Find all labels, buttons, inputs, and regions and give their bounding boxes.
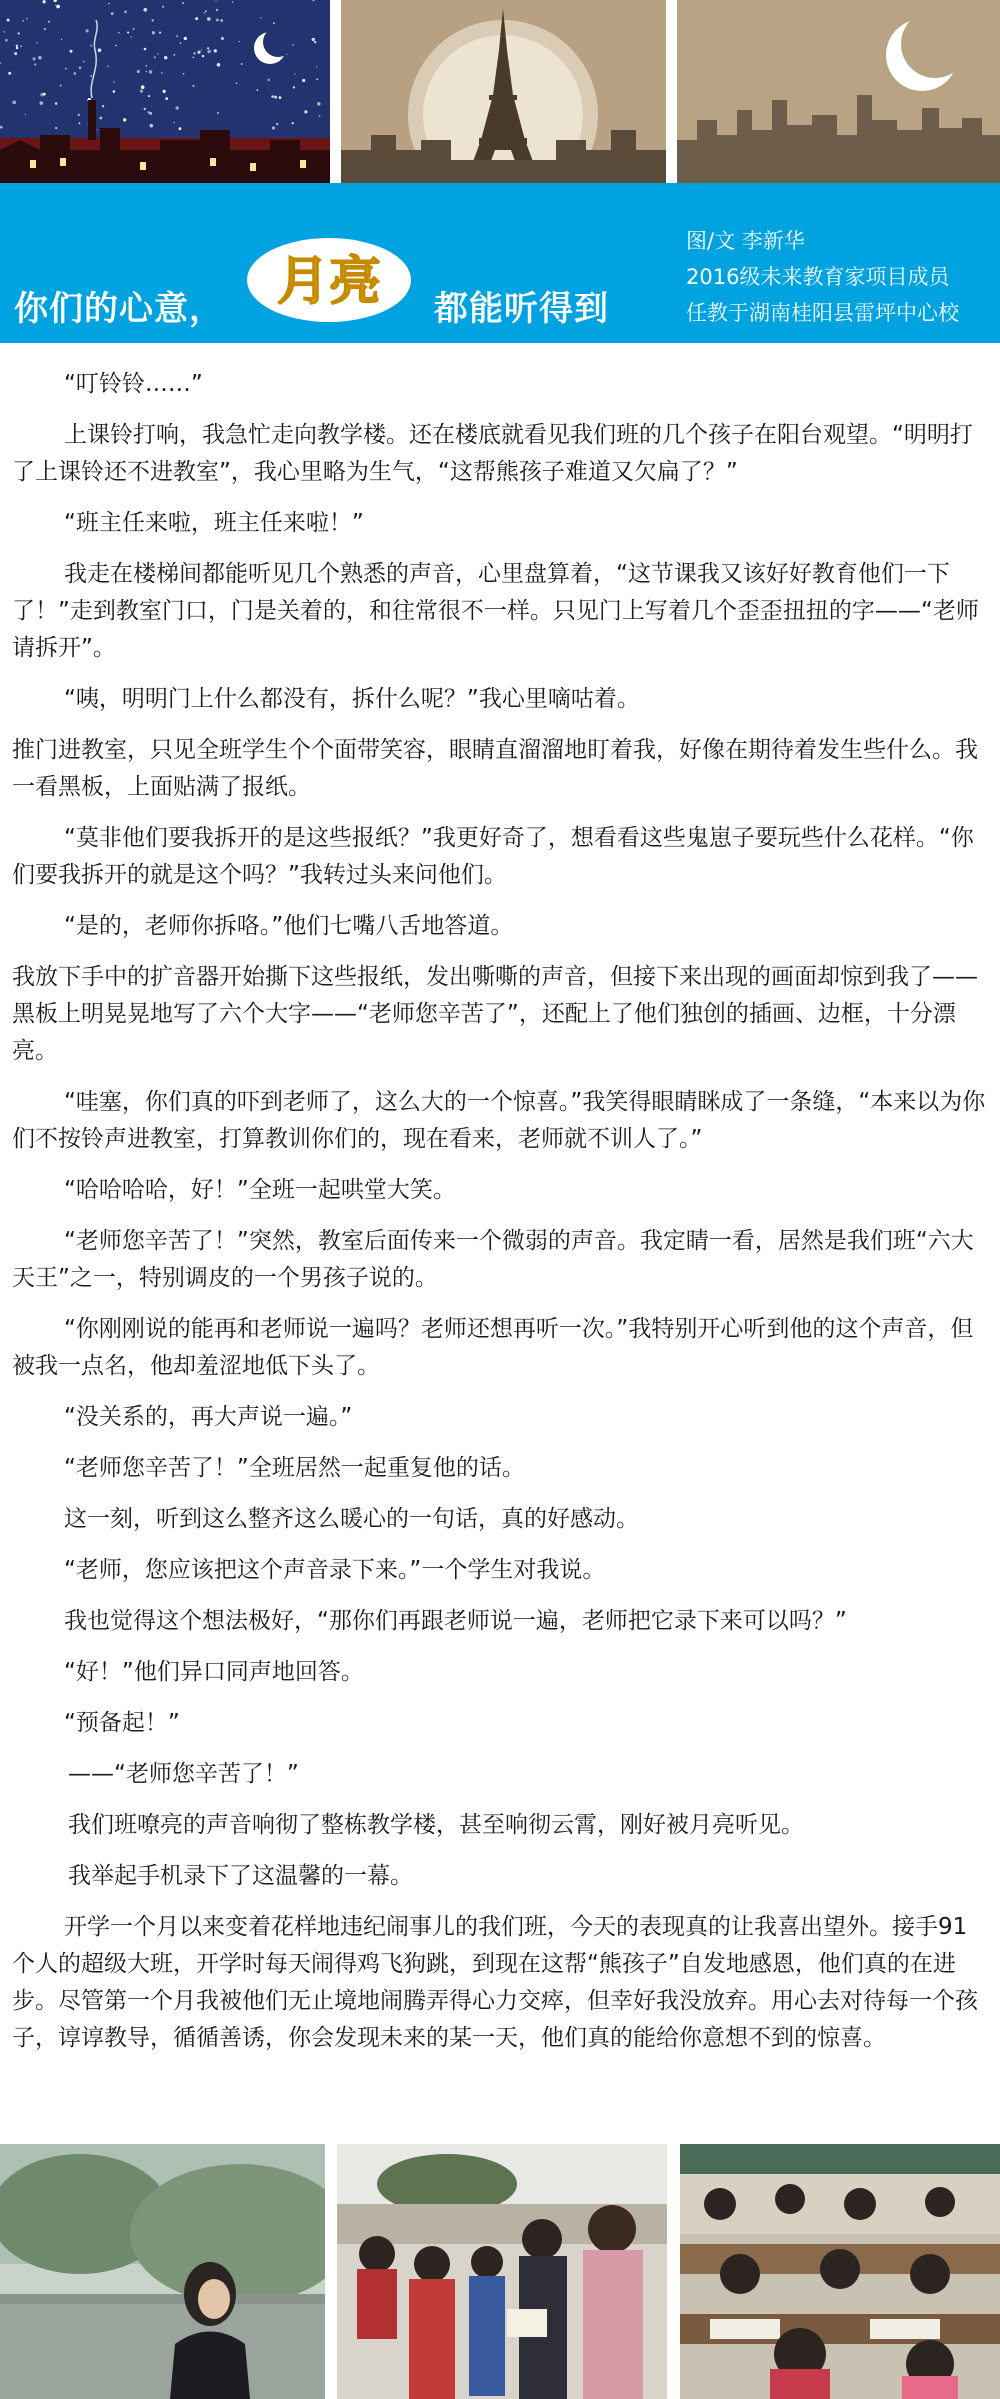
header-illustrations [0,0,1000,183]
photo-teacher-at-window [0,2144,325,2399]
night-sky-illustration [0,0,330,183]
paragraph: 这一刻，听到这么整齐这么暖心的一句话，真的好感动。 [64,1506,639,1532]
photo-students-courtyard [337,2144,667,2399]
paragraph: “没关系的，再大声说一遍。” [64,1404,353,1430]
paragraph: 推门进教室，只见全班学生个个面带笑容，眼睛直溜溜地盯着我，好像在期待着发生些什么。我一看黑板，上面贴满了报纸。 [12,737,978,800]
paragraph: 我举起手机录下了这温馨的一幕。 [68,1863,413,1889]
paragraph: “老师您辛苦了！”全班居然一起重复他的话。 [64,1455,525,1481]
paragraph: “哈哈哈哈，好！”全班一起哄堂大笑。 [64,1177,456,1203]
paragraph: “咦，明明门上什么都没有，拆什么呢？”我心里嘀咕着。 [64,686,640,712]
credit-school: 任教于湖南桂阳县雷坪中心校 [686,301,959,325]
paragraph: “班主任来啦，班主任来啦！” [64,510,364,536]
title-part1: 你们的心意， [14,289,224,329]
title-moon: 月亮 [276,252,382,312]
photo-strip [0,2144,1000,2399]
title-part2: 都能听得到 [434,289,609,329]
paragraph: “莫非他们要我拆开的是这些报纸？”我更好奇了，想看看这些鬼崽子要玩些什么花样。“你们要我拆开的就是这个吗？”我转过头来问他们。 [12,825,974,888]
paragraph: 我走在楼梯间都能听见几个熟悉的声音，心里盘算着，“这节课我又该好好教育他们一下了！”走到教室门口，门是关着的，和往常很不一样。只见门上写着几个歪歪扭扭的字——“老师请拆开”。 [12,561,979,661]
author-credits [686,223,959,331]
eiffel-tower-illustration [341,0,666,183]
paragraph: ——“老师您辛苦了！” [68,1761,299,1787]
paragraph: 我们班嘹亮的声音响彻了整栋教学楼，甚至响彻云霄，刚好被月亮听见。 [68,1812,804,1838]
paragraph: “好！”他们异口同声地回答。 [64,1659,364,1685]
paragraph: “哇塞，你们真的吓到老师了，这么大的一个惊喜。”我笑得眼睛眯成了一条缝，“本来以为你们不按铃声进教室，打算教训你们的，现在看来，老师就不训人了。” [12,1089,986,1152]
credit-program: 2016级未来教育家项目成员 [686,265,950,289]
paragraph: 我也觉得这个想法极好，“那你们再跟老师说一遍，老师把它录下来可以吗？” [64,1608,847,1634]
paragraph: “老师您辛苦了！”突然，教室后面传来一个微弱的声音。我定睛一看，居然是我们班“六大天王”之一，特别调皮的一个男孩子说的。 [12,1228,974,1291]
paragraph: “老师，您应该把这个声音录下来。”一个学生对我说。 [64,1557,606,1583]
moon-skyline-illustration [677,0,1000,183]
paragraph: 开学一个月以来变着花样地违纪闹事儿的我们班，今天的表现真的让我喜出望外。接手91个人的超级大班，开学时每天闹得鸡飞狗跳，到现在这帮“熊孩子”自发地感恩，他们真的在进步。尽管第一个月我被他们无止境地闹腾弄得心力交瘁，但幸好我没放弃。用心去对待每一个孩子，谆谆教导，循循善诱，你会发现未来的某一天，他们真的能给你意想不到的惊喜。 [12,1914,978,2051]
paragraph: “你刚刚说的能再和老师说一遍吗？老师还想再听一次。”我特别开心听到他的这个声音，但被我一点名，他却羞涩地低下头了。 [12,1316,974,1379]
photo-classroom-students [680,2144,1000,2399]
paragraph: “叮铃铃……” [64,371,203,397]
paragraph: “是的，老师你拆咯。”他们七嘴八舌地答道。 [64,913,514,939]
credit-author: 图/文 李新华 [686,229,805,253]
paragraph: 我放下手中的扩音器开始撕下这些报纸，发出嘶嘶的声音，但接下来出现的画面却惊到我了——黑板上明晃晃地写了六个大字——“老师您辛苦了”，还配上了他们独创的插画、边框，十分漂亮。 [12,964,978,1064]
moon-title-graphic [243,225,415,325]
paragraph: 上课铃打响，我急忙走向教学楼。还在楼底就看见我们班的几个孩子在阳台观望。“明明打了上课铃还不进教室”，我心里略为生气，“这帮熊孩子难道又欠扁了？” [12,422,973,485]
paragraph: “预备起！” [64,1710,180,1736]
title-banner [0,183,1000,343]
article-body [12,366,988,2071]
